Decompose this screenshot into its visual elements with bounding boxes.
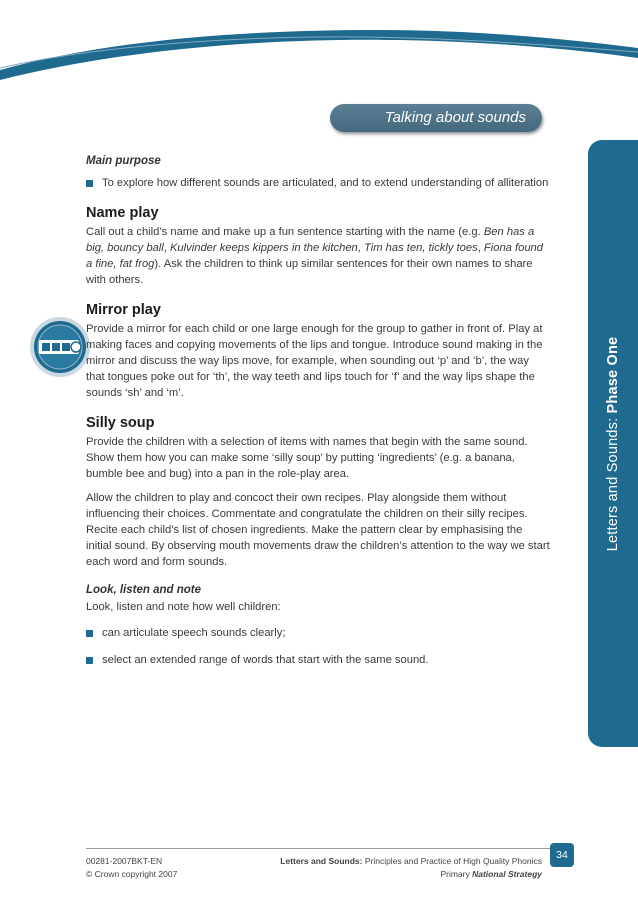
main-purpose-heading: Main purpose [86,155,161,167]
header-wave-decoration [0,0,638,80]
bullet-icon [86,180,93,187]
footer-right [280,855,542,881]
footer-left [86,855,177,881]
section-title: Talking about sounds [384,109,526,126]
mirror-activity-icon [29,316,91,378]
list-item [86,625,550,641]
copyright: © Crown copyright 2007 [86,869,178,879]
bullet-icon [86,630,93,637]
publication-title: Letters and Sounds: Principles and Practice of High Quality Phonics [280,856,542,866]
mirror-play-text: Provide a mirror for each child or one large enough for the group to gather in front of. Play at making faces and copying movements of the lips and tongue. Introduce sound making in the mirror and discuss the way lips move, for example, when sounding out ‘p’ and ‘b’, the way that tongues poke out for ‘th’, the way teeth and lips touch for ‘f’ and the way lips shape the sounds ‘sh’ and ‘m’. [86,323,543,399]
look-listen-heading: Look, listen and note [86,584,202,596]
main-content [86,155,550,677]
document-code: 00281-2007BKT-EN [86,856,163,866]
name-play-heading: Name play [86,205,159,221]
phase-label: Phase One [605,336,621,414]
look-listen-intro: Look, listen and note how well children: [86,601,281,613]
section-banner [330,104,542,132]
look-listen-bullet-1: can articulate speech sounds clearly; [102,627,286,639]
list-item [86,175,550,191]
silly-soup-heading: Silly soup [86,415,155,431]
main-purpose-text: To explore how different sounds are articulated, and to extend understanding of alliteration [102,177,549,189]
publisher: Primary National Strategy [440,869,542,879]
page-number: 34 [550,843,574,867]
footer-divider [86,848,552,849]
name-play-text: Call out a child’s name and make up a fun sentence starting with the name (e.g. Ben has a big, bouncy ball, Kulvinder keeps kippers in the kitchen, Tim has ten, tickly toes, Fiona found a fine, fat frog). Ask the children to think up similar sentences for their own names to share with others. [86,226,543,286]
silly-soup-text-1: Provide the children with a selection of items with names that begin with the same sound. Show them how you can make some ‘silly soup’ by putting ‘ingredients’ (e.g. a banana, bumble bee and bug) into a pan in the role-play area. [86,436,528,480]
silly-soup-text-2: Allow the children to play and concoct their own recipes. Play alongside them without influencing their choices. Commentate and congratulate the children on their silly recipes. Recite each child’s list of chosen ingredients. Make the pattern clear by emphasising the initial sound. By observing mouth movements draw the children’s attention to the way we start each word and form sounds. [86,492,550,568]
mirror-play-heading: Mirror play [86,302,161,318]
look-listen-bullet-2: select an extended range of words that start with the same sound. [102,654,429,666]
side-tab-label: Letters and Sounds: Phase One [605,336,621,552]
list-item [86,652,550,668]
bullet-icon [86,657,93,664]
